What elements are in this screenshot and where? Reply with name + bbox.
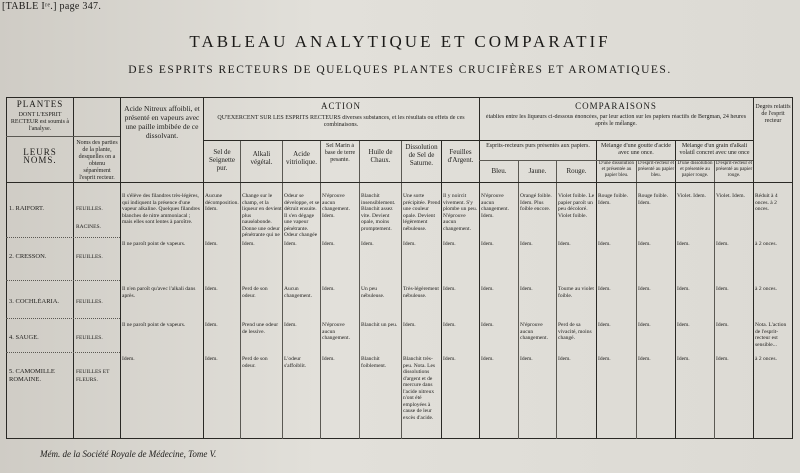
col-melange-alkali: Mélange d'un grain d'alkali volatil concret avec une once (679, 143, 750, 156)
cell-acide: Il n'en paroît qu'avec l'alkali dans après. (122, 286, 196, 299)
cell-d3: Idem. (677, 356, 690, 362)
plant-part: FEUILLES. (76, 206, 103, 212)
cell-vitriol: Idem. (284, 241, 297, 247)
cell-seignette: Idem. (205, 322, 218, 328)
cell-argent: Idem. (443, 322, 456, 328)
cell-d4: Violet. Idem. (716, 193, 745, 199)
col-huile-chaux: Huile de Chaux. (368, 148, 393, 164)
cell-acide: Il ne paroît point de vapeurs. (122, 322, 186, 328)
cell-rouge: Violet foible. Le papier paroît un peu décoloré. Violet foible. (558, 193, 595, 219)
cell-seignette: Aucune décomposition. Idem. (205, 193, 239, 212)
cell-chaux: Blanchit foiblement. (361, 356, 387, 369)
col-bleu: Bleu. (491, 167, 507, 175)
cell-d1: Idem. (598, 286, 611, 292)
cell-bleu: N'éprouve aucun changement. Idem. (481, 193, 509, 219)
col-acide-nitreux: Acide Nitreux affoibli, et présenté en vapeurs avec une paille imbibée de ce dissolvant. (124, 104, 200, 140)
col-rouge: Rouge. (566, 167, 587, 175)
cell-argent: Idem. (443, 286, 456, 292)
cell-chaux: Un peu nébuleuse. (361, 286, 385, 299)
cell-jaune: Idem. (520, 286, 533, 292)
cell-d3: Idem. (677, 322, 690, 328)
cell-degre: à 2 onces. (755, 286, 777, 292)
cell-d2: Idem. (638, 241, 651, 247)
col-degres: Degrés relatifs de l'esprit recteur (755, 104, 791, 124)
cell-d4: Idem. (716, 241, 729, 247)
col-dissolution-saturne: Dissolution de Sel de Saturne. (405, 143, 438, 167)
cell-marin: Idem. (322, 356, 335, 362)
cell-vitriol: Aucun changement. (284, 286, 312, 299)
cell-vitriol: Odeur se développe, et se détruit ensuite. Il s'en dégage une vapeur pénétrante. Odeur changée (284, 193, 320, 238)
plant-part: RACINES. (76, 224, 101, 230)
cell-d3: Violet. Idem. (677, 193, 706, 199)
cell-d2: Idem. (638, 356, 651, 362)
footer-citation: Mém. de la Société Royale de Médecine, Tome V. (40, 449, 217, 459)
page-title: TABLEAU ANALYTIQUE ET COMPARATIF (189, 32, 611, 51)
col-dose-bleu: D'une dissolution et présentée au papier bleu. (599, 161, 634, 178)
cell-chaux: Blanchit un peu. (361, 322, 398, 328)
plant-name: 4. SAUGE. (9, 334, 39, 341)
col-sel-seignette: Sel de Seignette pur. (208, 148, 236, 172)
cell-degre: Nota. L'action de l'esprit-recteur est sensible... (755, 322, 787, 348)
col-feuilles-argent: Feuilles d'Argent. (447, 148, 474, 164)
col-plantes: PLANTES (16, 100, 64, 108)
cell-seignette: Idem. (205, 241, 218, 247)
col-melange-acide: Mélange d'une goutte d'acide avec une once. (601, 143, 671, 156)
plant-name: 2. CRESSON. (9, 253, 47, 260)
plant-name: 5. CAMOMILLE ROMAINE. (9, 368, 55, 383)
cell-acide: Il s'élève des filandres très-légères, qui indiquent la présence d'une vapeur alkaline. Quelques filandres blanches de nitre ammoniacal ; mais elles sont lentes à paroître. (122, 193, 200, 225)
cell-jaune: Orangé foible. Idem. Plus foible encore. (520, 193, 552, 212)
cell-jaune: Idem. (520, 241, 533, 247)
cell-d1: Idem. (598, 241, 611, 247)
col-action-sub: QU'EXERCENT SUR LES ESPRITS RECTEURS diverses substances, et les résultats ou effets de ces combinaisons. (217, 115, 465, 128)
cell-alkali: Prend une odeur de lessive. (242, 322, 279, 335)
cell-alkali: Idem. (242, 241, 255, 247)
cell-rouge: Idem. (558, 356, 571, 362)
col-sel-marin: Sel Marin à base de terre pesante. (324, 143, 356, 163)
col-comparaisons-sub: établies entre les liqueurs ci-dessous énoncées, par leur action sur les papiers réactifs de Bergman, 24 heures après le mélange. (485, 114, 747, 127)
cell-marin: Idem. (322, 241, 335, 247)
cell-degre: Réduit à 4 onces. à 2 onces. (755, 193, 778, 212)
col-acide-vitriolique: Acide vitriolique. (286, 150, 317, 166)
cell-saturne: Blanchit très-peu. Nota. Les dissolutions d'argent et de mercure dans l'acide nitreux n'ont été employées à cause de leur excès d'acide. (403, 356, 436, 421)
cell-argent: Idem. (443, 356, 456, 362)
col-action: ACTION (321, 102, 361, 110)
cell-marin: N'éprouve aucun changement. Idem. (322, 193, 350, 219)
cell-acide: Idem. (122, 356, 135, 362)
cell-vitriol: Idem. (284, 322, 297, 328)
cell-alkali: Change sur le champ, et la liqueur en devient plus nauséabonde. Donne une odeur pénétrante qui ne (242, 193, 282, 238)
cell-bleu: Idem. (481, 286, 494, 292)
cell-saturne: Une sorte précipitée. Prend une couleur opale. Devient légèrement nébuleuse. (403, 193, 441, 232)
cell-rouge: Tourne au violet foible. (558, 286, 594, 299)
cell-marin: Idem. (322, 286, 335, 292)
plant-part: FEUILLES. (76, 254, 103, 260)
page-reference: [TABLE Iʳᵉ.] page 347. (2, 1, 102, 12)
col-alk-a: D'une dissolution et présentée au papier rouge. (677, 161, 713, 178)
cell-d3: Idem. (677, 241, 690, 247)
cell-chaux: Idem. (361, 241, 374, 247)
cell-alkali: Perd de son odeur. (242, 356, 268, 369)
cell-saturne: Idem. (403, 241, 416, 247)
cell-bleu: Idem. (481, 241, 494, 247)
plant-part: FEUILLES ET FLEURS. (76, 369, 110, 383)
cell-bleu: Idem. (481, 356, 494, 362)
cell-d1: Rouge foible. Idem. (598, 193, 628, 206)
cell-degre: à 2 onces. (755, 241, 777, 247)
cell-argent: Il y noircit vivement. S'y plombe un peu. N'éprouve aucun changement. (443, 193, 478, 232)
col-comparaisons: COMPARAISONS (575, 102, 657, 110)
cell-d2: Rouge foible. Idem. (638, 193, 668, 206)
cell-d2: Idem. (638, 322, 651, 328)
cell-vitriol: L'odeur s'affoiblit. (284, 356, 307, 369)
cell-d1: Idem. (598, 356, 611, 362)
cell-saturne: Idem. (403, 322, 416, 328)
col-jaune: Jaune. (528, 167, 547, 175)
cell-d1: Idem. (598, 322, 611, 328)
cell-seignette: Idem. (205, 356, 218, 362)
cell-marin: N'éprouve aucun changement. (322, 322, 350, 341)
cell-jaune: N'éprouve aucun changement. (520, 322, 548, 341)
cell-acide: Il ne paroît point de vapeurs. (122, 241, 186, 247)
page-subtitle: DES ESPRITS RECTEURS DE QUELQUES PLANTES CRUCIFÈRES ET AROMATIQUES. (128, 64, 672, 76)
plant-name: 1. RAIFORT. (9, 205, 45, 212)
cell-degre: à 2 onces. (755, 356, 777, 362)
cell-rouge: Idem. (558, 241, 571, 247)
cell-rouge: Perd de sa vivacité, moins changé. (558, 322, 592, 341)
cell-jaune: Idem. (520, 356, 533, 362)
cell-saturne: Très-légèrement nébuleuse. (403, 286, 439, 299)
cell-chaux: Blanchit insensiblement. Blanchit assez vite. Devient opale, moins promptement. (361, 193, 396, 232)
cell-d2: Idem. (638, 286, 651, 292)
col-alk-b: D'esprit-recteur et présenté au papier rouge. (715, 161, 753, 178)
col-leurs-noms: LEURS NOMS. (23, 148, 57, 164)
cell-d4: Idem. (716, 356, 729, 362)
col-dose-rouge: D'esprit-recteur et présenté au papier bleu. (637, 161, 675, 178)
cell-d3: Idem. (677, 286, 690, 292)
col-plantes-sub: DONT L'ESPRIT RECTEUR est soumis à l'analyse. (10, 112, 70, 132)
plant-part: FEUILLES. (76, 299, 103, 305)
plant-name: 3. COCHLÉARIA. (9, 298, 60, 305)
col-alkali: Alkali végétal. (250, 150, 273, 166)
col-parties: Noms des parties de la plante, desquelles on a obtenu séparément l'esprit recteur. (76, 140, 118, 181)
cell-bleu: Idem. (481, 322, 494, 328)
cell-d4: Idem. (716, 322, 729, 328)
cell-seignette: Idem. (205, 286, 218, 292)
col-esprits-recteurs: Esprits-recteurs purs présentés aux papiers. (486, 143, 590, 149)
cell-argent: Idem. (443, 241, 456, 247)
cell-alkali: Perd de son odeur. (242, 286, 268, 299)
plant-part: FEUILLES. (76, 335, 103, 341)
cell-d4: Idem. (716, 286, 729, 292)
